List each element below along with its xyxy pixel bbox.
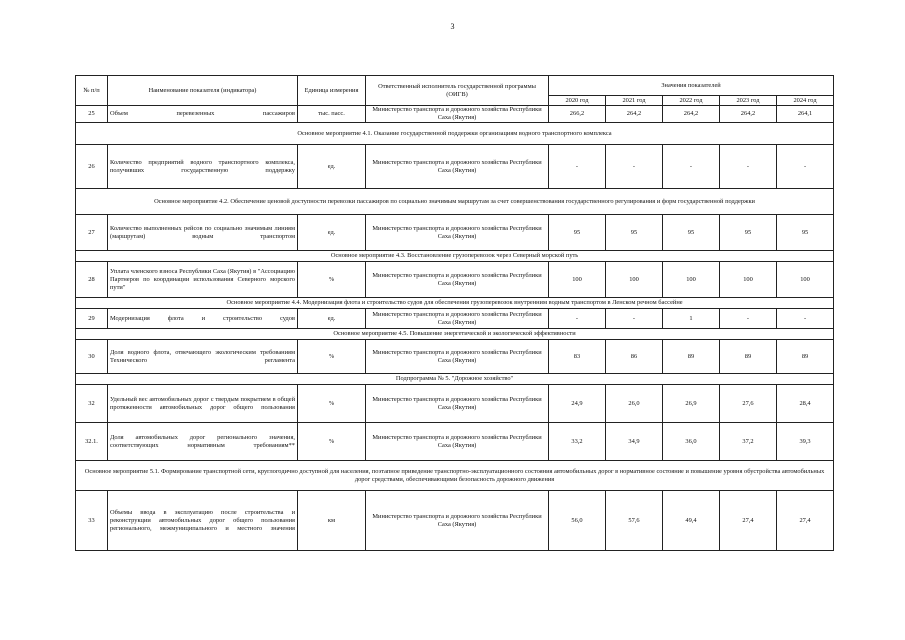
unit-cell: ед. bbox=[298, 145, 366, 189]
indicator-name: Количество выполненных рейсов по социально значимым линиям (маршрутам) водным транспортом bbox=[108, 215, 298, 251]
executor-cell: Министерство транспорта и дорожного хозяйства Республики Саха (Якутия) bbox=[366, 309, 549, 329]
value-cell: 24,9 bbox=[549, 385, 606, 423]
value-cell: 100 bbox=[720, 262, 777, 298]
value-cell: 89 bbox=[777, 340, 834, 374]
header-year: 2024 год bbox=[777, 96, 834, 106]
header-unit: Единица измерения bbox=[298, 76, 366, 106]
value-cell: 1 bbox=[663, 309, 720, 329]
indicator-name: Модернизация флота и строительство судов bbox=[108, 309, 298, 329]
value-cell: - bbox=[720, 309, 777, 329]
indicator-name: Удельный вес автомобильных дорог с твердым покрытием в общей протяженности автомобильных дорог общего пользования bbox=[108, 385, 298, 423]
table-row bbox=[76, 145, 834, 189]
table-row bbox=[76, 423, 834, 461]
executor-cell: Министерство транспорта и дорожного хозяйства Республики Саха (Якутия) bbox=[366, 491, 549, 551]
executor-cell: Министерство транспорта и дорожного хозяйства Республики Саха (Якутия) bbox=[366, 145, 549, 189]
row-number: 33 bbox=[76, 491, 108, 551]
header-year: 2020 год bbox=[549, 96, 606, 106]
value-cell: 100 bbox=[606, 262, 663, 298]
unit-cell: % bbox=[298, 262, 366, 298]
header-executor: Ответственный исполнитель государственной программы (ОИГВ) bbox=[366, 76, 549, 106]
row-number: 25 bbox=[76, 106, 108, 123]
header-values: Значения показателей bbox=[549, 76, 834, 96]
value-cell: 264,2 bbox=[663, 106, 720, 123]
row-number: 32.1. bbox=[76, 423, 108, 461]
section-title: Основное мероприятие 4.4. Модернизация флота и строительство судов для обеспечения грузоперевозок внутренним водным транспортом в Ленском речном бассейне bbox=[76, 298, 834, 309]
value-cell: 95 bbox=[549, 215, 606, 251]
value-cell: - bbox=[549, 309, 606, 329]
value-cell: 33,2 bbox=[549, 423, 606, 461]
table-row bbox=[76, 262, 834, 298]
executor-cell: Министерство транспорта и дорожного хозяйства Республики Саха (Якутия) bbox=[366, 262, 549, 298]
value-cell: 27,6 bbox=[720, 385, 777, 423]
value-cell: 26,0 bbox=[606, 385, 663, 423]
indicator-name: Доля водного флота, отвечающего экологическим требованиям Технического регламента bbox=[108, 340, 298, 374]
section-row bbox=[76, 374, 834, 385]
unit-cell: % bbox=[298, 340, 366, 374]
value-cell: 264,2 bbox=[606, 106, 663, 123]
value-cell: 264,1 bbox=[777, 106, 834, 123]
unit-cell: км bbox=[298, 491, 366, 551]
executor-cell: Министерство транспорта и дорожного хозяйства Республики Саха (Якутия) bbox=[366, 423, 549, 461]
value-cell: 89 bbox=[663, 340, 720, 374]
section-title: Основное мероприятие 4.2. Обеспечение ценовой доступности перевозки пассажиров по социально значимым маршрутам за счет совершенствования государственного регулирования и форм государственной поддержки bbox=[76, 189, 834, 215]
unit-cell: % bbox=[298, 385, 366, 423]
value-cell: 56,0 bbox=[549, 491, 606, 551]
value-cell: - bbox=[663, 145, 720, 189]
table-row bbox=[76, 309, 834, 329]
value-cell: 34,9 bbox=[606, 423, 663, 461]
executor-cell: Министерство транспорта и дорожного хозяйства Республики Саха (Якутия) bbox=[366, 340, 549, 374]
value-cell: 36,0 bbox=[663, 423, 720, 461]
executor-cell: Министерство транспорта и дорожного хозяйства Республики Саха (Якутия) bbox=[366, 106, 549, 123]
section-row bbox=[76, 189, 834, 215]
row-number: 32 bbox=[76, 385, 108, 423]
value-cell: 27,4 bbox=[777, 491, 834, 551]
executor-cell: Министерство транспорта и дорожного хозяйства Республики Саха (Якутия) bbox=[366, 215, 549, 251]
value-cell: 266,2 bbox=[549, 106, 606, 123]
header-year: 2023 год bbox=[720, 96, 777, 106]
header-year: 2022 год bbox=[663, 96, 720, 106]
value-cell: 27,4 bbox=[720, 491, 777, 551]
value-cell: 57,6 bbox=[606, 491, 663, 551]
header-year: 2021 год bbox=[606, 96, 663, 106]
value-cell: - bbox=[777, 309, 834, 329]
indicator-name: Объемы ввода в эксплуатацию после строительства и реконструкции автомобильных дорог общего пользования регионального, межмуниципального и местного значения bbox=[108, 491, 298, 551]
value-cell: - bbox=[777, 145, 834, 189]
row-number: 30 bbox=[76, 340, 108, 374]
indicator-name: Доля автомобильных дорог регионального значения, соответствующих нормативным требованиям** bbox=[108, 423, 298, 461]
value-cell: 37,2 bbox=[720, 423, 777, 461]
table-row bbox=[76, 106, 834, 123]
unit-cell: % bbox=[298, 423, 366, 461]
row-number: 28 bbox=[76, 262, 108, 298]
section-row bbox=[76, 298, 834, 309]
row-number: 26 bbox=[76, 145, 108, 189]
value-cell: - bbox=[606, 309, 663, 329]
indicators-table bbox=[75, 75, 834, 551]
row-number: 27 bbox=[76, 215, 108, 251]
header-name: Наименование показателя (индикатора) bbox=[108, 76, 298, 106]
indicator-name: Объем перевезенных пассажиров bbox=[108, 106, 298, 123]
table-body bbox=[76, 106, 834, 551]
value-cell: 95 bbox=[720, 215, 777, 251]
table-row bbox=[76, 340, 834, 374]
table-row bbox=[76, 385, 834, 423]
value-cell: 39,3 bbox=[777, 423, 834, 461]
section-title: Основное мероприятие 4.5. Повышение энергетической и экологической эффективности bbox=[76, 329, 834, 340]
value-cell: 95 bbox=[606, 215, 663, 251]
value-cell: 89 bbox=[720, 340, 777, 374]
section-row bbox=[76, 251, 834, 262]
value-cell: - bbox=[720, 145, 777, 189]
section-row bbox=[76, 123, 834, 145]
value-cell: 28,4 bbox=[777, 385, 834, 423]
table-row bbox=[76, 215, 834, 251]
section-title: Подпрограмма № 5. "Дорожное хозяйство" bbox=[76, 374, 834, 385]
section-title: Основное мероприятие 5.1. Формирование транспортной сети, круглогодично доступной для населения, поэтапное приведение транспортно-эксплуатационного состояния автомобильных дорог в нормативное состояние и повышение уровня обустройства автомобильных дорог средствами, обеспечивающими безопасность дорожного движения bbox=[76, 461, 834, 491]
unit-cell: ед. bbox=[298, 215, 366, 251]
value-cell: 95 bbox=[777, 215, 834, 251]
indicator-name: Количество предприятий водного транспортного комплекса, получивших государственную поддержку bbox=[108, 145, 298, 189]
value-cell: 86 bbox=[606, 340, 663, 374]
value-cell: 26,9 bbox=[663, 385, 720, 423]
table-row bbox=[76, 491, 834, 551]
value-cell: 95 bbox=[663, 215, 720, 251]
value-cell: 83 bbox=[549, 340, 606, 374]
value-cell: 264,2 bbox=[720, 106, 777, 123]
unit-cell: ед. bbox=[298, 309, 366, 329]
value-cell: 100 bbox=[663, 262, 720, 298]
page-number: 3 bbox=[450, 22, 455, 31]
section-title: Основное мероприятие 4.1. Оказание государственной поддержки организациям водного транспортного комплекса bbox=[76, 123, 834, 145]
value-cell: - bbox=[549, 145, 606, 189]
header-num: № п/п bbox=[76, 76, 108, 106]
executor-cell: Министерство транспорта и дорожного хозяйства Республики Саха (Якутия) bbox=[366, 385, 549, 423]
value-cell: 100 bbox=[777, 262, 834, 298]
section-title: Основное мероприятие 4.3. Восстановление грузоперевозок через Северный морской путь bbox=[76, 251, 834, 262]
section-row bbox=[76, 461, 834, 491]
section-row bbox=[76, 329, 834, 340]
value-cell: - bbox=[606, 145, 663, 189]
value-cell: 49,4 bbox=[663, 491, 720, 551]
value-cell: 100 bbox=[549, 262, 606, 298]
indicator-name: Уплата членского взноса Республики Саха (Якутия) в "Ассоциацию Партнеров по координации использования Северного морского пути" bbox=[108, 262, 298, 298]
row-number: 29 bbox=[76, 309, 108, 329]
unit-cell: тыс. пасс. bbox=[298, 106, 366, 123]
